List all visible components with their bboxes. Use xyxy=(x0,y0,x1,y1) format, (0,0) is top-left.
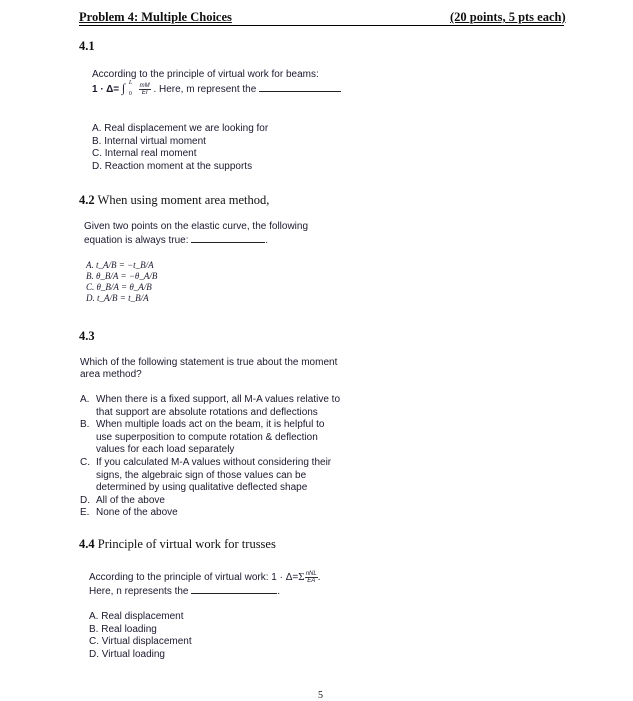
question-4-2-heading xyxy=(79,193,269,208)
integral-fraction: $\frac{mM}{EI}$ xyxy=(139,82,150,96)
page-number: 5 xyxy=(318,690,323,701)
formula-lhs: 1 · Δ= xyxy=(92,84,120,95)
question-4-1-line1: According to the principle of virtual work for beams: xyxy=(92,69,319,80)
question-4-4-title: Principle of virtual work for trusses xyxy=(97,537,276,551)
answer-blank xyxy=(191,233,265,243)
option-e: E. None of the above xyxy=(80,507,178,519)
sigma-sign: Σ xyxy=(298,571,305,584)
option-d: D. Virtual loading xyxy=(89,648,165,660)
question-4-2-options xyxy=(86,260,157,304)
truss-fraction: $\frac{\text{nNL}}{EA}$ xyxy=(305,571,317,584)
question-4-3-line2: area method? xyxy=(80,369,142,380)
option-a: A. When there is a fixed support, all M-A values relative to that support are absolute rotations and deflections xyxy=(80,394,341,418)
question-4-1-number: 4.1 xyxy=(79,39,95,53)
option-a: A. Real displacement we are looking for xyxy=(92,123,269,134)
problem-title: Problem 4: Multiple Choices xyxy=(79,10,232,24)
answer-blank xyxy=(191,584,277,594)
question-4-4-line1: According to the principle of virtual work: 1 · Δ=Σ $\frac{\text{nNL}}{EA}$ . xyxy=(89,571,321,584)
formula-suffix: . Here, m represent the xyxy=(153,84,257,95)
header-rule xyxy=(79,25,564,26)
option-c: C. Virtual displacement xyxy=(89,636,192,648)
option-d: D. All of the above xyxy=(80,494,165,506)
question-4-2-line2: equation is always true: . xyxy=(84,235,269,246)
question-4-4-heading xyxy=(79,537,276,552)
option-d: D. Reaction moment at the supports xyxy=(92,160,253,172)
question-4-3-options xyxy=(80,394,380,520)
option-a: A. t_A/B = −t_B/A xyxy=(86,260,154,270)
option-c: C. Internal real moment xyxy=(92,148,197,160)
question-4-2-line1: Given two points on the elastic curve, the following xyxy=(84,221,309,232)
question-4-1-options xyxy=(92,123,268,173)
question-4-1-formula-line xyxy=(92,82,341,97)
integral-sign: ∫ L 0 xyxy=(121,80,133,97)
question-4-3-line1: Which of the following statement is true about the moment xyxy=(80,357,338,368)
question-4-4-options xyxy=(89,611,192,661)
option-c: C. If you calculated M-A values without considering their signs, the algebraic sign of those values can be determined by using qualitative deflected shape xyxy=(80,456,332,494)
option-d: D. t_A/B = t_B/A xyxy=(86,293,149,303)
option-b: B. Internal virtual moment xyxy=(92,135,206,147)
answer-blank xyxy=(259,82,341,92)
question-4-4-line2: Here, n represents the . xyxy=(89,586,281,597)
option-b: B. When multiple loads act on the beam, it is helpful to use superposition to compute rotation & deflection values for each load separately xyxy=(80,419,325,456)
option-b: B. Real loading xyxy=(89,623,157,635)
points-label: (20 points, 5 pts each) xyxy=(450,10,566,24)
option-a: A. Real displacement xyxy=(89,611,184,622)
question-4-3-number: 4.3 xyxy=(79,329,95,343)
option-c: C. θ_B/A = θ_A/B xyxy=(86,282,152,292)
question-4-4-number: 4.4 xyxy=(79,537,95,551)
option-b: B. θ_B/A = −θ_A/B xyxy=(86,271,158,281)
question-4-2-title: When using moment area method, xyxy=(97,193,270,207)
question-4-2-number: 4.2 xyxy=(79,193,95,207)
